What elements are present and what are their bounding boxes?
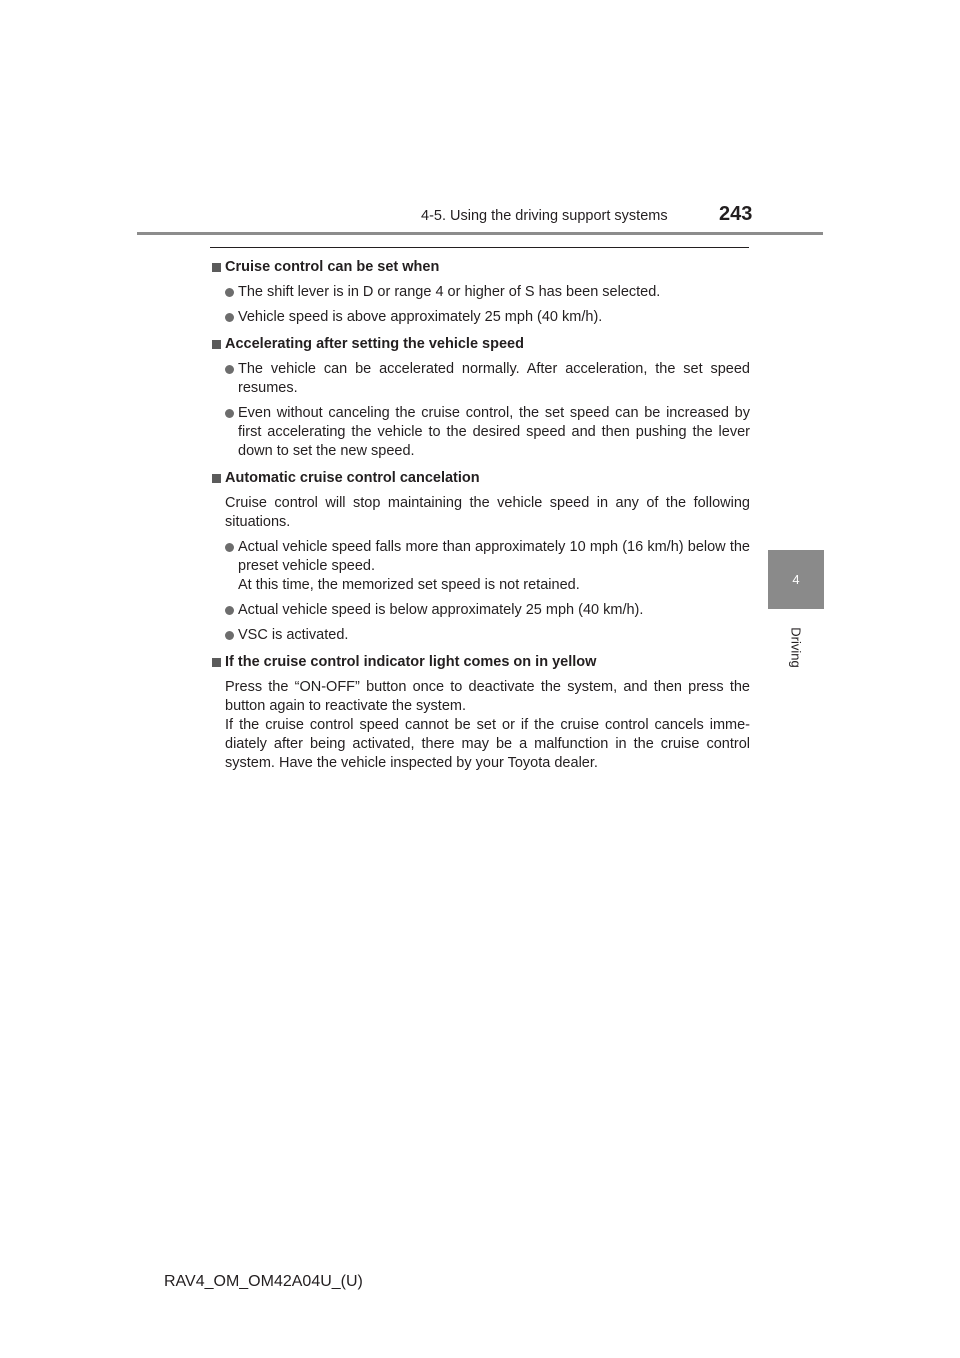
- round-bullet-icon: [225, 313, 234, 322]
- list-item-text: Actual vehicle speed falls more than approximately 10 mph (16 km/h) below the preset vehicle speed.: [238, 539, 750, 574]
- list-item: [212, 538, 750, 595]
- content-rule: [210, 247, 749, 248]
- section-heading-text: Cruise control can be set when: [225, 259, 440, 275]
- section-heading: [212, 469, 750, 488]
- list-item-text: The shift lever is in D or range 4 or higher of S has been selected.: [238, 284, 661, 300]
- list-item: [212, 601, 750, 620]
- section-heading-text: Automatic cruise control cancelation: [225, 470, 480, 486]
- list-item-text: Actual vehicle speed is below approximately 25 mph (40 km/h).: [238, 602, 644, 618]
- paragraph-text: If the cruise control speed cannot be set or if the cruise control cancels imme-diately after being activated, there may be a malfunction in the cruise control system. Have the vehicle inspected by your Toyota dealer.: [225, 717, 750, 771]
- list-item: [212, 404, 750, 461]
- round-bullet-icon: [225, 365, 234, 374]
- square-bullet-icon: [212, 263, 221, 272]
- list-item-note: At this time, the memorized set speed is not retained.: [238, 577, 580, 593]
- paragraph-text: Press the “ON-OFF” button once to deactivate the system, and then press the button again to reactivate the system.: [225, 679, 750, 714]
- square-bullet-icon: [212, 340, 221, 349]
- section-heading: [212, 653, 750, 672]
- square-bullet-icon: [212, 474, 221, 483]
- list-item-text: Vehicle speed is above approximately 25 mph (40 km/h).: [238, 309, 603, 325]
- list-item-text: The vehicle can be accelerated normally. After acceleration, the set speed resumes.: [238, 361, 750, 396]
- section-heading-text: If the cruise control indicator light comes on in yellow: [225, 654, 597, 670]
- round-bullet-icon: [225, 606, 234, 615]
- section-heading-text: Accelerating after setting the vehicle speed: [225, 336, 524, 352]
- chapter-label: Driving: [788, 627, 804, 668]
- chapter-number: 4: [792, 572, 800, 587]
- round-bullet-icon: [225, 288, 234, 297]
- header-rule: [137, 232, 823, 235]
- page-content: [212, 258, 750, 773]
- list-item: [212, 626, 750, 645]
- round-bullet-icon: [225, 409, 234, 418]
- document-code: RAV4_OM_OM42A04U_(U): [164, 1273, 363, 1290]
- paragraph: [212, 678, 750, 773]
- section-intro: Cruise control will stop maintaining the vehicle speed in any of the following situations.: [225, 495, 750, 530]
- list-item-text: Even without canceling the cruise control, the set speed can be increased by first accelerating the vehicle to the desired speed and then pushing the lever down to set the new speed.: [238, 405, 750, 459]
- page-number: 243: [719, 203, 753, 225]
- round-bullet-icon: [225, 631, 234, 640]
- section-title: 4-5. Using the driving support systems: [421, 208, 668, 224]
- square-bullet-icon: [212, 658, 221, 667]
- list-item-text: VSC is activated.: [238, 627, 349, 643]
- list-item: [212, 283, 750, 302]
- section-heading: [212, 258, 750, 277]
- section-heading: [212, 335, 750, 354]
- list-item: [212, 308, 750, 327]
- list-item: [212, 360, 750, 398]
- chapter-tab: [768, 550, 824, 609]
- round-bullet-icon: [225, 543, 234, 552]
